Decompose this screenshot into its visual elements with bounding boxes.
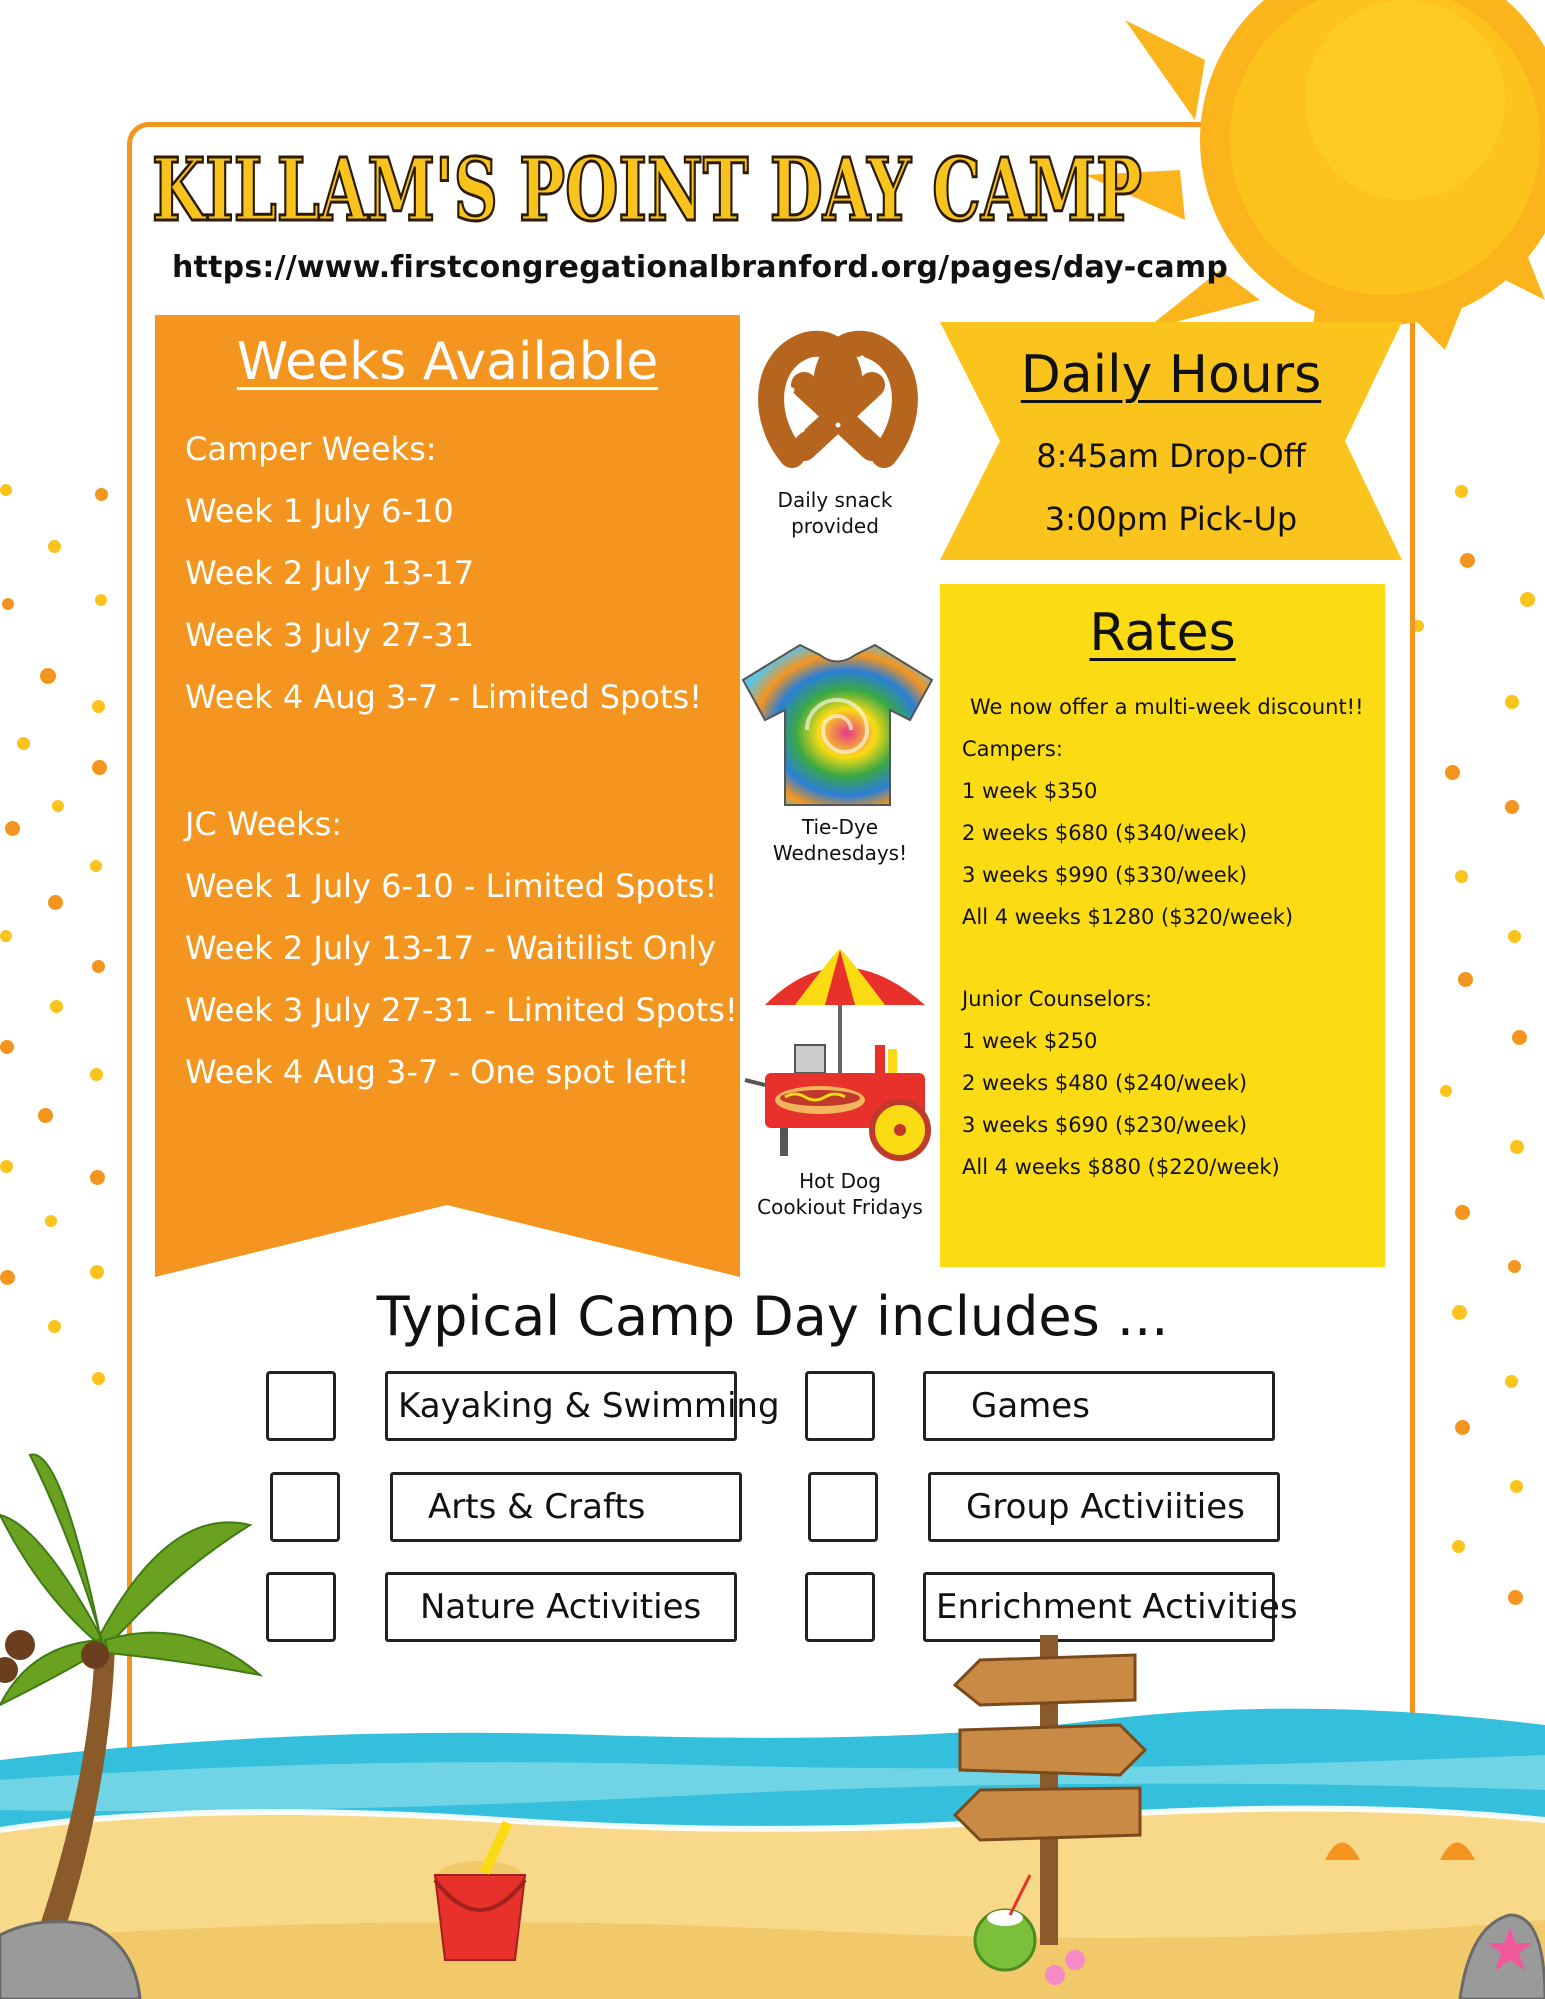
tiedye-caption-line: Wednesdays! — [772, 841, 908, 865]
hotdog-caption — [745, 1168, 935, 1220]
sun-icon — [1085, 0, 1545, 350]
camp-url-link[interactable]: https://www.firstcongregationalbranford.org/pages/day-camp — [172, 250, 1228, 285]
jc-week-item: Week 2 July 13-17 - Waitilist Only — [185, 929, 716, 967]
hours-heading: Daily Hours — [1020, 345, 1322, 405]
hotdog-caption-line: Cookiout Fridays — [757, 1195, 923, 1219]
jc-week-item: Week 1 July 6-10 - Limited Spots! — [185, 867, 718, 905]
jc-rates-label: Junior Counselors: — [962, 987, 1153, 1011]
hotdog-caption-line: Hot Dog — [799, 1169, 881, 1193]
tiedye-caption — [755, 814, 925, 866]
coconut-icon — [880, 1830, 1130, 1999]
activity-arts-crafts: Arts & Crafts — [390, 1472, 742, 1542]
checkbox-enrichment[interactable] — [805, 1572, 875, 1642]
hot-dog-cart-icon — [745, 945, 935, 1160]
jc-weeks-label: JC Weeks: — [185, 805, 343, 843]
bucket-icon — [420, 1820, 540, 1970]
jc-rate-item: 2 weeks $480 ($240/week) — [962, 1071, 1248, 1095]
tiedye-caption-line: Tie-Dye — [801, 815, 879, 839]
palm-tree-icon — [0, 1445, 280, 1935]
camper-rate-item: All 4 weeks $1280 ($320/week) — [962, 905, 1294, 929]
rock-icon — [0, 1915, 140, 1999]
checkbox-games[interactable] — [805, 1371, 875, 1441]
tie-dye-shirt-icon — [740, 640, 935, 810]
activity-kayaking-swimming: Kayaking & Swimming — [385, 1371, 737, 1441]
dropoff-time: 8:45am Drop-Off — [1036, 437, 1306, 475]
weeks-heading: Weeks Available — [236, 332, 659, 392]
activity-games: Games — [923, 1371, 1275, 1441]
camper-week-item: Week 3 July 27-31 — [185, 616, 475, 654]
camper-rate-item: 3 weeks $990 ($330/week) — [962, 863, 1248, 887]
jc-week-item: Week 4 Aug 3-7 - One spot left! — [185, 1053, 690, 1091]
camper-rate-item: 1 week $350 — [962, 779, 1098, 803]
jc-rate-item: 1 week $250 — [962, 1029, 1098, 1053]
activity-group-activities: Group Activiities — [928, 1472, 1280, 1542]
rates-heading: Rates — [1089, 603, 1236, 663]
svg-text:KILLAM'S POINT DAY CAMP: KILLAM'S POINT DAY CAMP — [152, 140, 1142, 241]
checkbox-arts-crafts[interactable] — [270, 1472, 340, 1542]
campers-rates-label: Campers: — [962, 737, 1063, 761]
starfish-icon — [1485, 1925, 1535, 1975]
camper-week-item: Week 2 July 13-17 — [185, 554, 475, 592]
jc-week-item: Week 3 July 27-31 - Limited Spots! — [185, 991, 738, 1029]
checkbox-kayaking[interactable] — [266, 1371, 336, 1441]
shell-icon — [1320, 1825, 1480, 1865]
activity-enrichment: Enrichment Activities — [923, 1572, 1275, 1642]
jc-rate-item: 3 weeks $690 ($230/week) — [962, 1113, 1248, 1137]
activity-nature: Nature Activities — [385, 1572, 737, 1642]
pickup-time: 3:00pm Pick-Up — [1044, 500, 1298, 538]
snack-caption-line: provided — [791, 514, 879, 538]
typical-day-heading: Typical Camp Day includes ... — [376, 1285, 1169, 1348]
camper-week-item: Week 1 July 6-10 — [185, 492, 454, 530]
snack-caption-line: Daily snack — [777, 488, 893, 512]
page-title — [150, 128, 1150, 248]
camper-weeks-label: Camper Weeks: — [185, 430, 437, 468]
snack-caption — [755, 487, 915, 539]
discount-note: We now offer a multi-week discount!! — [970, 695, 1364, 719]
camper-rate-item: 2 weeks $680 ($340/week) — [962, 821, 1248, 845]
camper-week-item: Week 4 Aug 3-7 - Limited Spots! — [185, 678, 702, 716]
checkbox-group-activities[interactable] — [808, 1472, 878, 1542]
jc-rate-item: All 4 weeks $880 ($220/week) — [962, 1155, 1280, 1179]
pretzel-icon — [752, 330, 924, 470]
